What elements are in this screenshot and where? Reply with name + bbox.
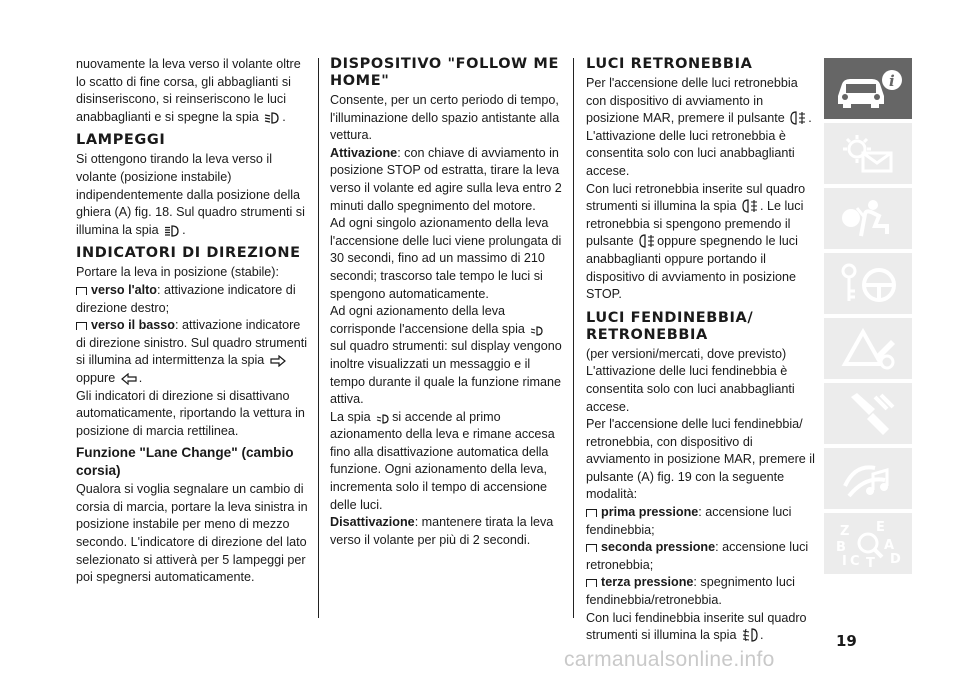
tab-airbag-seat[interactable] xyxy=(824,188,912,249)
bullet-item: seconda pressione: accensione luci retronebbia; xyxy=(586,540,809,572)
front-fog-icon xyxy=(742,628,758,642)
warning-triangle-icon xyxy=(835,326,901,372)
bullet-icon xyxy=(76,322,87,330)
airbag-seat-icon xyxy=(835,196,901,242)
follow-me-icon xyxy=(530,326,544,336)
follow-me-icon xyxy=(376,414,390,424)
paragraph: Ad ogni singolo azionamento della leva l'accensione delle luci viene prolungata di 30 secondi, fino ad un massimo di 210 secondi; trascorso tale tempo le luci si spengono automaticamente. xyxy=(330,216,562,301)
paragraph: Per l'accensione delle luci fendinebbia/ retronebbia, con dispositivo di avviamento in posizione MAR, premere il pulsante (A) fig. 19 con la seguente modalità: xyxy=(586,417,815,502)
section-title: INDICATORI DI DIREZIONE xyxy=(76,245,301,262)
ignition-steering-icon xyxy=(835,261,901,307)
tab-index[interactable] xyxy=(824,513,912,574)
paragraph: Con luci retronebbia inserite sul quadro strumenti si illumina la spia . Le luci retronebbia si spengono premendo il pulsante oppure spegnendo le luci anabbaglianti oppure portando il dispositivo di avviamento in posizione STOP. xyxy=(586,181,806,302)
tab-ignition-steering[interactable] xyxy=(824,253,912,314)
low-beam-icon xyxy=(264,112,280,124)
bullet-icon xyxy=(586,579,597,587)
bullet-item: terza pressione: spegnimento luci fendinebbia/retronebbia. xyxy=(586,575,795,608)
tab-car-info[interactable] xyxy=(824,58,912,119)
left-arrow-icon xyxy=(121,373,137,385)
svg-text:T: T xyxy=(866,555,875,569)
paragraph: La spia si accende al primo azionamento della leva e rimane accesa fino alla disattivazione automatica della funzione. Ogni azionamento della leva, incrementa solo il tempo di accensione delle luci. xyxy=(330,409,555,512)
right-arrow-icon xyxy=(270,355,286,367)
paragraph: Ad ogni azionamento della leva corrisponde l'accensione della spia sul quadro strumenti: sul display vengono inoltre visualizzati un messaggio e il tempo durante il quale la funzione rimane attiva. xyxy=(330,304,562,407)
bullet-icon xyxy=(586,509,597,517)
paragraph: Portare la leva in posizione (stabile): xyxy=(76,265,280,280)
svg-text:C: C xyxy=(850,553,860,569)
svg-text:i: i xyxy=(889,71,895,90)
page-number: 19 xyxy=(836,632,857,650)
watermark: carmanualsonline.info xyxy=(564,648,775,671)
warning-lights-icon xyxy=(835,131,901,177)
bullet-icon xyxy=(586,544,597,552)
paragraph: L'attivazione delle luci fendinebbia è consentita solo con luci anabbaglianti accese. xyxy=(586,364,795,414)
column-divider xyxy=(573,58,574,618)
column-1 xyxy=(76,56,308,587)
rear-fog-icon xyxy=(639,234,655,248)
column-divider xyxy=(318,58,319,618)
paragraph: Attivazione: con chiave di avviamento in posizione STOP od estratta, tirare la leva verso il volante ed agire sulla leva entro 2 minuti dallo spegnimento del motore. xyxy=(330,145,562,213)
bullet-item: verso il basso: attivazione indicatore di direzione sinistro. Sul quadro strumenti si illumina ad intermittenza la spia oppure . xyxy=(76,318,307,385)
section-title: LAMPEGGI xyxy=(76,132,166,149)
svg-text:B: B xyxy=(836,539,846,555)
paragraph: (per versioni/mercati, dove previsto) xyxy=(586,346,787,361)
paragraph: nuovamente la leva verso il volante oltre lo scatto di fine corsa, gli abbaglianti si disinseriscono, si reinseriscono le luci anabbaglianti e si spegne la spia . xyxy=(76,57,301,124)
paragraph: L'attivazione delle luci retronebbia è consentita solo con luci anabbaglianti accese. xyxy=(586,128,795,178)
svg-text:D: D xyxy=(890,551,901,567)
index-letters-icon xyxy=(832,519,904,569)
paragraph: Per l'accensione delle luci retronebbia con dispositivo di avviamento in posizione MAR, premere il pulsante . xyxy=(586,76,812,126)
svg-text:A: A xyxy=(884,537,895,553)
high-beam-icon xyxy=(164,225,180,237)
rear-fog-icon xyxy=(742,199,758,213)
svg-text:I: I xyxy=(842,553,847,569)
paragraph: Qualora si voglia segnalare un cambio di corsia di marcia, portare la leva sinistra in posizione instabile per meno di mezzo secondo. L'indicatore di direzione del lato selezionato si attiverà per 5 lampeggi per poi spegnersi automaticamente. xyxy=(76,482,308,585)
section-title: LUCI FENDINEBBIA/ RETRONEBBIA xyxy=(586,309,754,343)
paragraph: Disattivazione: mantenere tirata la leva verso il volante per più di 2 secondi. xyxy=(330,515,554,547)
column-3 xyxy=(586,56,818,645)
tab-warning-triangle[interactable] xyxy=(824,318,912,379)
service-wrench-icon xyxy=(835,391,901,437)
tab-warning-lights[interactable] xyxy=(824,123,912,184)
chapter-tabs xyxy=(824,58,912,578)
bullet-item: prima pressione: accensione luci fendinebbia; xyxy=(586,505,792,537)
paragraph: Gli indicatori di direzione si disattivano automaticamente, riportando la vettura in posizione di marcia rettilinea. xyxy=(76,388,305,438)
svg-text:E: E xyxy=(876,519,885,535)
subsection-title: Funzione "Lane Change" (cambio corsia) xyxy=(76,445,294,478)
svg-text:Z: Z xyxy=(840,523,850,539)
section-title: DISPOSITIVO "FOLLOW ME HOME" xyxy=(330,56,559,89)
paragraph: Consente, per un certo periodo di tempo, l'illuminazione dello spazio antistante alla vettura. xyxy=(330,93,560,143)
tab-service[interactable] xyxy=(824,383,912,444)
car-info-icon xyxy=(832,66,904,112)
tab-media[interactable] xyxy=(824,448,912,509)
paragraph: Si ottengono tirando la leva verso il volante (posizione instabile) indipendentemente dalla posizione della ghiera (A) fig. 18. Sul quadro strumenti si illumina la spia . xyxy=(76,152,305,237)
media-icon xyxy=(835,456,901,502)
rear-fog-icon xyxy=(790,111,806,125)
paragraph: Con luci fendinebbia inserite sul quadro strumenti si illumina la spia . xyxy=(586,610,807,643)
bullet-icon xyxy=(76,287,87,295)
bullet-item: verso l'alto: attivazione indicatore di direzione destro; xyxy=(76,282,296,315)
section-title: LUCI RETRONEBBIA xyxy=(586,56,753,72)
column-2 xyxy=(330,56,562,549)
